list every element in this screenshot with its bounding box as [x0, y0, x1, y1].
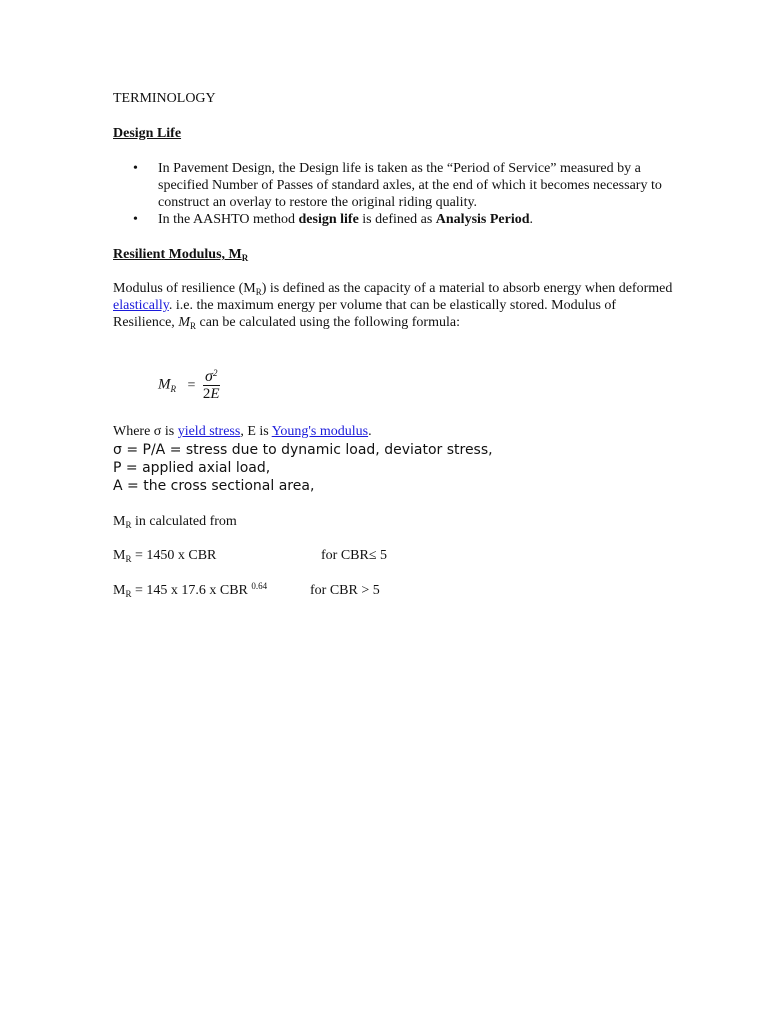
youngs-modulus-link[interactable]: Young's modulus	[271, 424, 369, 439]
yield-stress-link[interactable]: yield stress	[177, 424, 241, 439]
resilient-modulus-heading: Resilient Modulus, $M_R$	[113, 247, 249, 263]
definition-line: A = the cross sectional area,	[113, 478, 315, 494]
page-title: TERMINOLOGY	[113, 91, 216, 106]
resilient-paragraph: Modulus of resilience $(M_R)$ is defined as the capacity of a material to absorb energy when deformed elastically. i.e. the maximum energy per volume that can be elastically stored. Modulus of Resilience, $M_R$ can be calculated using the following formula:	[113, 281, 673, 331]
bullet-icon: •	[133, 161, 138, 176]
list-item	[113, 211, 673, 228]
resilient-modulus-formula: $M_R$ = $\frac{\sigma^2}{2E}$	[158, 368, 220, 402]
bullet-text: In the AASHTO method design life is defined as Analysis Period.	[158, 212, 534, 227]
design-life-term: design life	[298, 212, 359, 227]
condition-high: for CBR > 5	[310, 583, 380, 598]
definition-line: P = applied axial load,	[113, 460, 271, 476]
calc-intro: $M_R$ in calculated from	[113, 514, 237, 530]
bullet-text: In Pavement Design, the Design life is taken as the “Period of Service” measured by a specified Number of Passes of standard axles, at the end of which it becomes necessary to construct an overlay to restore the original riding quality.	[158, 161, 662, 210]
design-life-list	[113, 160, 673, 228]
variable-definitions	[113, 441, 493, 495]
formula-fraction: $\frac{\sigma^2}{2E}$	[202, 368, 220, 402]
elastically-link[interactable]: elastically	[113, 298, 169, 313]
equation-cbr-high: $M_R = 145$ x 17.6 x CBR $^{0.64}$ for CBR > 5	[113, 581, 380, 599]
analysis-period-term: Analysis Period	[435, 212, 530, 227]
bullet-icon: •	[133, 212, 138, 227]
design-life-heading: Design Life	[113, 126, 182, 141]
equation-cbr-low: $M_R = 1450$ x CBR for CBR≤ 5	[113, 548, 388, 564]
list-item	[113, 160, 673, 211]
where-line: Where σ is yield stress, E is Young's modulus.	[113, 424, 372, 439]
condition-low: for CBR≤ 5	[321, 548, 388, 563]
definition-line: σ = P/A = stress due to dynamic load, deviator stress,	[113, 442, 493, 458]
